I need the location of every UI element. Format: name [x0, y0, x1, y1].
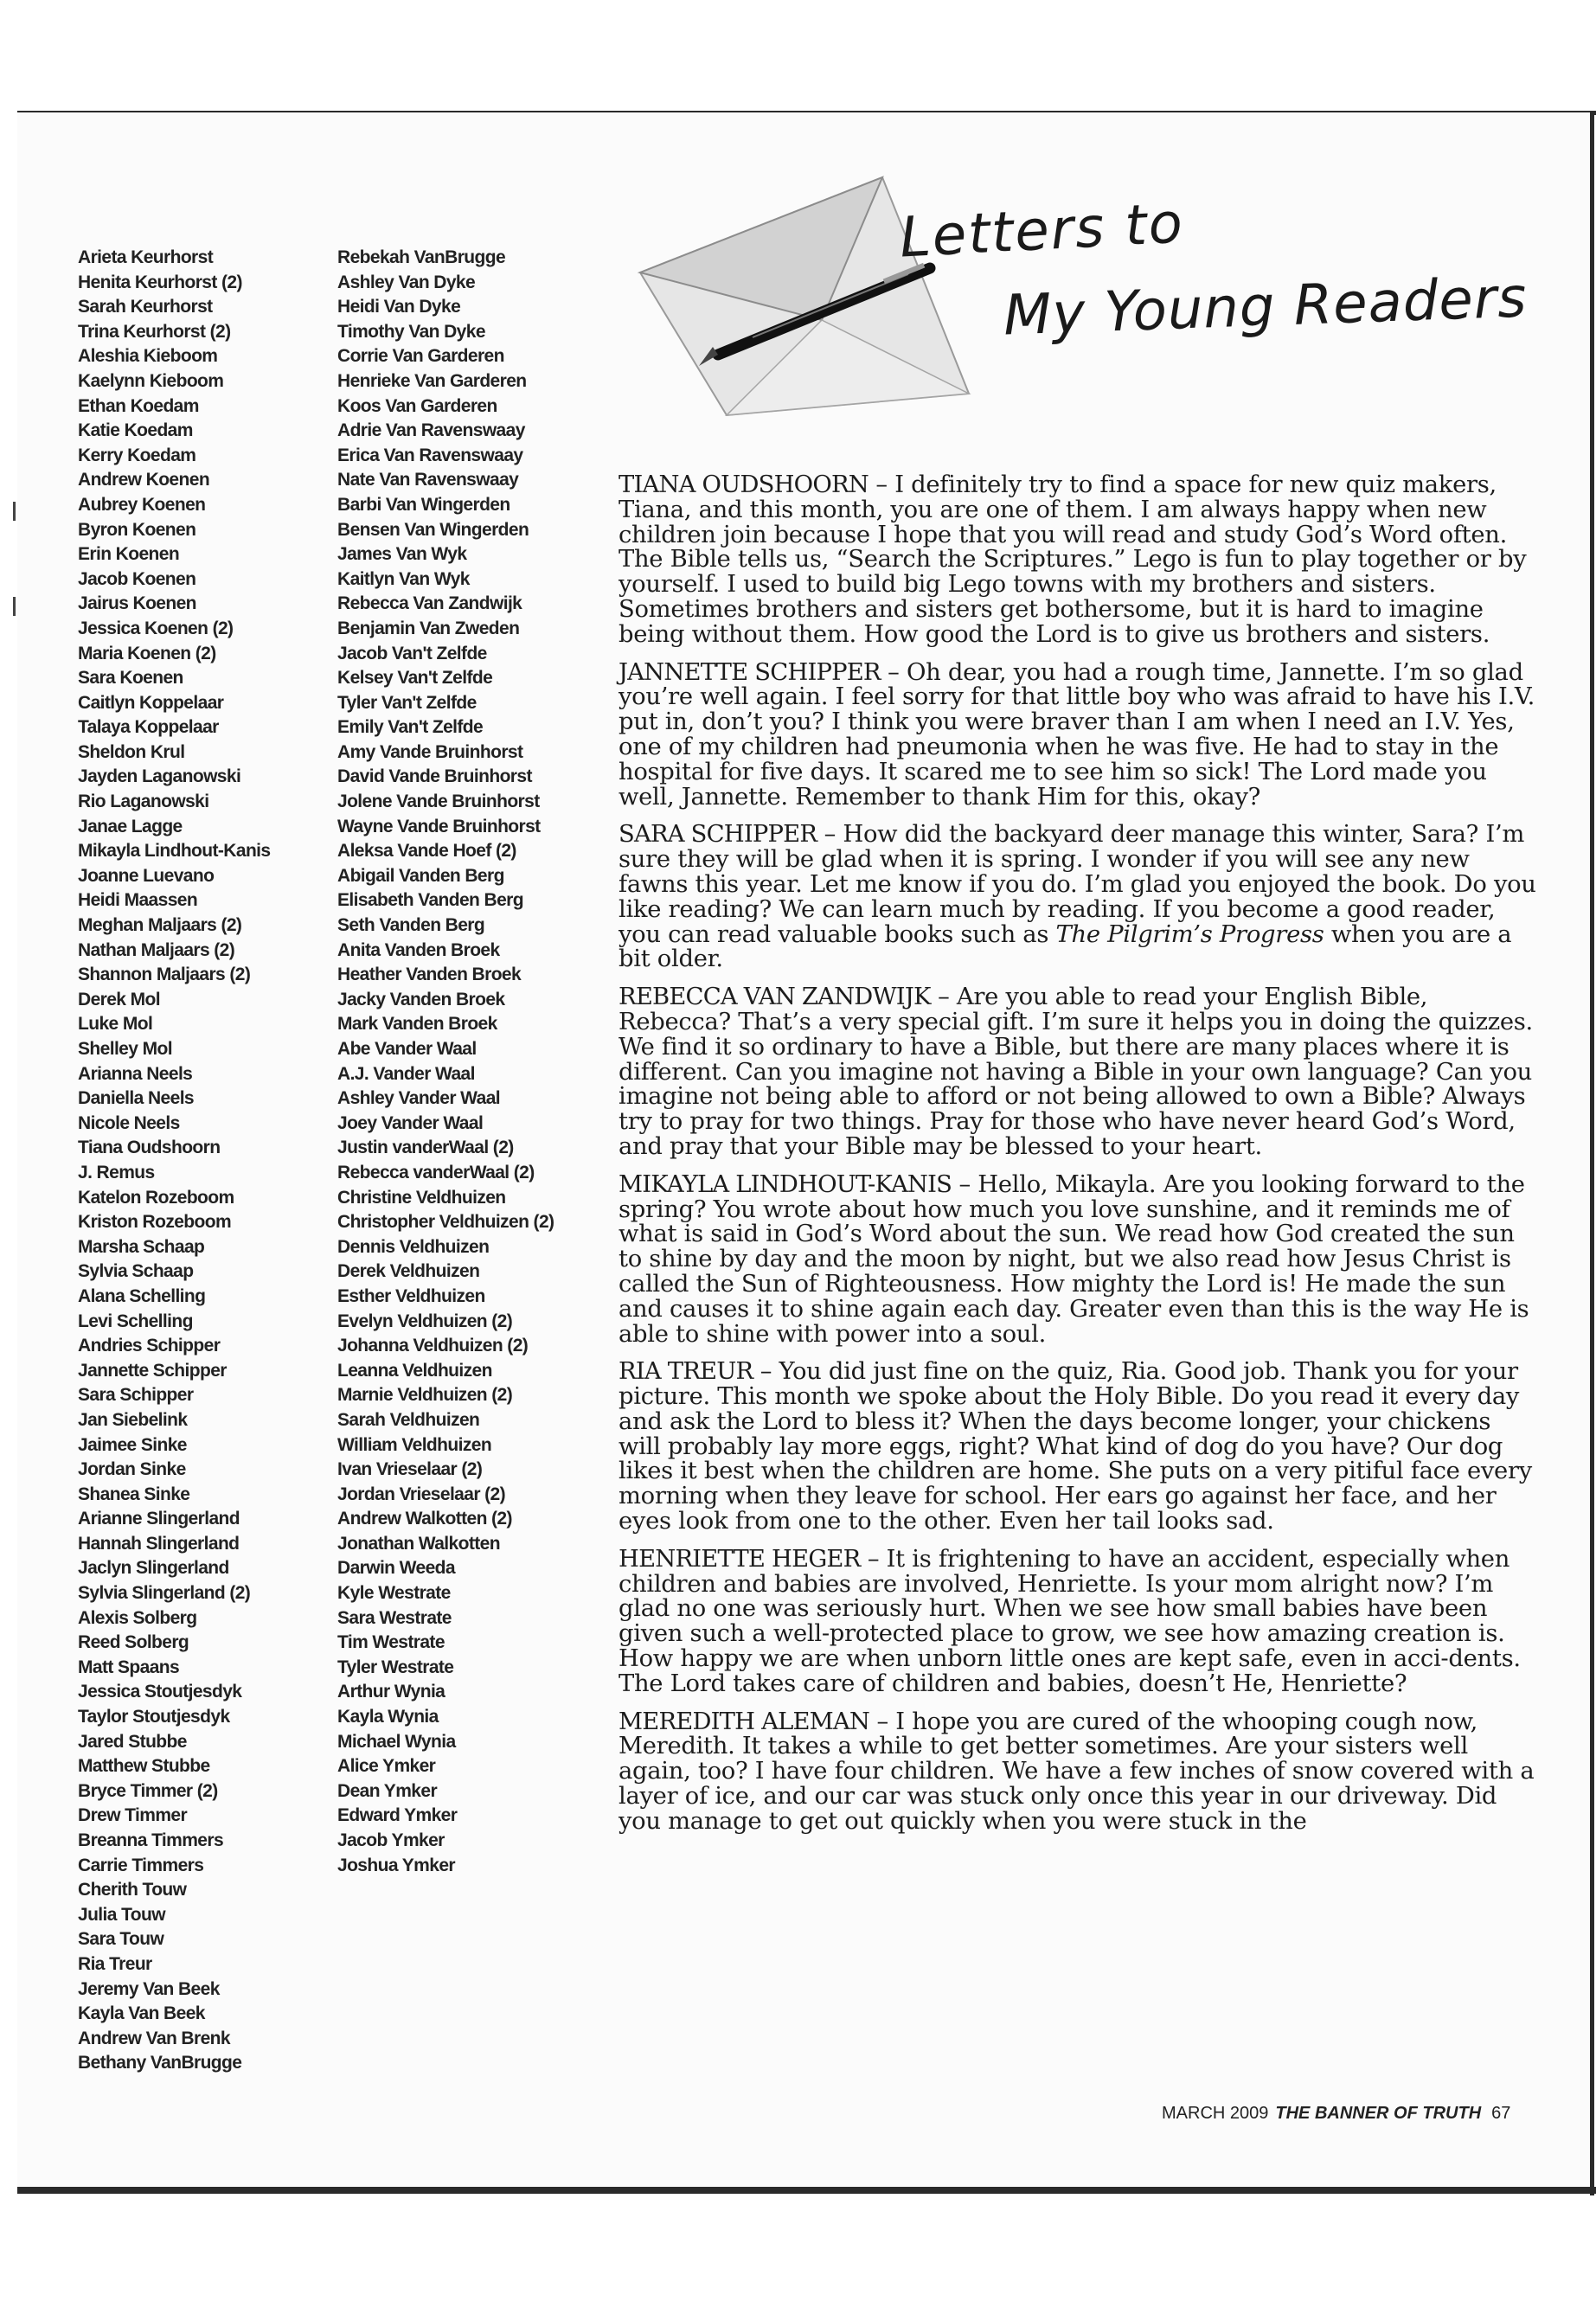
participant-name: Sheldon Krul [78, 741, 185, 762]
participant-name: Kaitlyn Van Wyk [337, 568, 470, 589]
participant-name: Bryce Timmer (2) [78, 1780, 218, 1801]
participant-name: Jaclyn Slingerland [78, 1558, 229, 1579]
participant-name: Jacob Koenen [78, 568, 196, 589]
participant-name: Heidi Van Dyke [337, 297, 461, 317]
participant-name: Kayla Wynia [337, 1707, 439, 1727]
participant-name: Ivan Vrieselaar (2) [337, 1459, 483, 1480]
participant-name: Elisabeth Vanden Berg [337, 890, 523, 911]
margin-mark [13, 597, 16, 616]
letter-text: – How did the backyard deer manage this winter, Sara? I’m sure they will be glad when it is spring. I wonder if you will see any new fawns this year. Let me know if you do. I’m glad you enjoyed the book. Do you like reading? We can learn much by reading. If you become a good reader, you can read valuable books such as [619, 821, 1536, 948]
participant-name: Mark Vanden Broek [337, 1014, 497, 1035]
letter-text: – Oh dear, you had a rough time, Jannette. I’m so glad you’re well again. I feel sorry for that little boy who was afraid to have his I.V. put in, don’t you? I think you were braver than I am when I need an I.V. Yes, one of my children had pneumonia when he was five. He had to stay in the hospital for five days. It scared me to see him so sick! The Lord made you well, Jannette. Remember to thank Him for this, okay? [619, 658, 1535, 811]
participant-name: Jacob Ymker [337, 1830, 445, 1850]
participant-name: Jared Stubbe [78, 1731, 187, 1752]
participant-name: Sarah Veldhuizen [337, 1409, 480, 1430]
reader-name: RIA TREUR [619, 1358, 753, 1386]
participant-name: Matthew Stubbe [78, 1756, 210, 1777]
participant-name: Tim Westrate [337, 1632, 445, 1653]
participant-name: Daniella Neels [78, 1088, 195, 1109]
participant-name: Joey Vander Waal [337, 1112, 484, 1133]
participant-name: Andrew Van Brenk [78, 2028, 230, 2048]
book-title: The Pilgrim’s Progress [1055, 920, 1324, 948]
participant-name: Andrew Walkotten (2) [337, 1509, 512, 1529]
participant-name: Jessica Koenen (2) [78, 618, 234, 638]
participant-name: Barbi Van Wingerden [337, 494, 510, 515]
letter-text: – I definitely try to find a space for new quiz makers, Tiana, and this month, you are one of them. I am always happy when new children join because I hope that you will read and study God’s Word often. The Bible tells us, “Search the Scriptures.” Lego is fun to play together or by yourself. I used to build big Lego towns with my brothers and sisters. Sometimes brothers and sisters get bothersome, but it is hard to imagine being without them. How good the Lord is to give us brothers and sisters. [619, 471, 1527, 648]
participant-name: Sylvia Schaap [78, 1261, 194, 1282]
participant-name: Aleshia Kieboom [78, 346, 218, 367]
participant-name: Aubrey Koenen [78, 494, 206, 515]
participant-name: Marnie Veldhuizen (2) [337, 1385, 513, 1406]
issue-date: MARCH 2009 [1162, 2104, 1269, 2123]
participant-name: Jordan Vrieselaar (2) [337, 1484, 506, 1504]
participant-name: Christine Veldhuizen [337, 1187, 506, 1208]
letters-body [619, 473, 1540, 1848]
participant-name: Derek Mol [78, 989, 160, 1009]
participant-name: Kyle Westrate [337, 1583, 451, 1604]
participant-name: Jonathan Walkotten [337, 1533, 500, 1554]
participant-name: Benjamin Van Zweden [337, 618, 520, 638]
participant-name: Meghan Maljaars (2) [78, 915, 242, 936]
participant-name: J. Remus [78, 1162, 155, 1183]
participant-name: Justin vanderWaal (2) [337, 1138, 514, 1158]
participant-name: Jacky Vanden Broek [337, 989, 505, 1009]
letter-text: – It is frightening to have an accident, especially when children and babies are involved, Henriette. Is your mom alright now? I’m glad no one was seriously hurt. When we see how small babies have been given such a well-protected place to grow, we see how amazing creation is. How happy we are when unborn little ones are kept safe, even in acci-dents. The Lord takes care of children and babies, doesn’t He, Henriette? [619, 1545, 1521, 1697]
participant-name: Katie Koedam [78, 420, 193, 441]
participant-name: Nathan Maljaars (2) [78, 939, 235, 960]
page-footer [1162, 2104, 1511, 2124]
participant-name: Jeremy Van Beek [78, 1978, 220, 1999]
participant-name: Johanna Veldhuizen (2) [337, 1336, 529, 1356]
participant-name: Rebekah VanBrugge [337, 247, 506, 267]
participant-name: Nicole Neels [78, 1112, 180, 1133]
participant-name: Luke Mol [78, 1014, 153, 1035]
participant-name: Leanna Veldhuizen [337, 1360, 492, 1381]
participant-name: Sara Koenen [78, 668, 183, 689]
participant-name: Timothy Van Dyke [337, 321, 485, 342]
page-number: 67 [1491, 2104, 1511, 2123]
participant-name: Ethan Koedam [78, 395, 199, 416]
participant-name: Shannon Maljaars (2) [78, 965, 251, 985]
participant-name: Sara Touw [78, 1929, 164, 1950]
participant-name: Jessica Stoutjesdyk [78, 1682, 242, 1702]
participant-name: Abigail Vanden Berg [337, 865, 504, 886]
participant-name: William Veldhuizen [337, 1434, 492, 1455]
participant-name: Michael Wynia [337, 1731, 456, 1752]
letter-text: – You did just fine on the quiz, Ria. Good job. Thank you for your picture. This month we spoke about the Holy Bible. Do you read it every day and ask the Lord to bless it? When the days become longer, your chickens will probably lay more eggs, right? What kind of dog do you have? Our dog likes it best when the children are home. She puts on a very pitiful face every morning when they leave for school. Her ears go against her face, and her eyes look from one to the other. Even her tail looks sad. [619, 1358, 1532, 1535]
participant-name: Alana Schelling [78, 1285, 206, 1306]
participant-name: Trina Keurhorst (2) [78, 321, 231, 342]
participant-name: Arianna Neels [78, 1063, 193, 1084]
letter-reply [619, 1710, 1540, 1835]
participant-name: Rebecca vanderWaal (2) [337, 1162, 535, 1183]
reader-name: MEREDITH ALEMAN [619, 1708, 870, 1735]
letter-reply [619, 1545, 1540, 1697]
margin-mark [13, 502, 16, 521]
reader-name: SARA SCHIPPER [619, 821, 817, 849]
participant-name: Rebecca Van Zandwijk [337, 593, 522, 614]
participant-name: Arthur Wynia [337, 1682, 445, 1702]
participant-name: Tiana Oudshoorn [78, 1138, 221, 1158]
participant-name: Sara Westrate [337, 1607, 452, 1628]
participant-name: Jannette Schipper [78, 1360, 227, 1381]
participant-name: Nate Van Ravenswaay [337, 470, 519, 490]
participant-name: Sara Schipper [78, 1385, 194, 1406]
participant-name: Esther Veldhuizen [337, 1285, 485, 1306]
letter-reply [619, 1360, 1540, 1535]
letter-reply [619, 473, 1540, 648]
participant-name: Kelsey Van't Zelfde [337, 668, 493, 689]
participant-name: Breanna Timmers [78, 1830, 224, 1850]
participant-name: Tyler Westrate [337, 1657, 454, 1677]
participant-name: Bensen Van Wingerden [337, 519, 529, 540]
participant-name: Julia Touw [78, 1904, 165, 1925]
participant-name: Corrie Van Garderen [337, 346, 504, 367]
participant-name: Byron Koenen [78, 519, 196, 540]
participant-name: Talaya Koppelaar [78, 717, 219, 738]
participant-name: Jacob Van't Zelfde [337, 643, 487, 663]
participant-name: Adrie Van Ravenswaay [337, 420, 525, 441]
participant-name: Jordan Sinke [78, 1459, 186, 1480]
participant-name: Joshua Ymker [337, 1855, 455, 1875]
participant-name: Jolene Vande Bruinhorst [337, 792, 540, 812]
participant-name: Ria Treur [78, 1953, 152, 1974]
participant-name: Sylvia Slingerland (2) [78, 1583, 251, 1604]
participant-name: Taylor Stoutjesdyk [78, 1707, 230, 1727]
participant-name: Kriston Rozeboom [78, 1212, 232, 1233]
publication-name: THE BANNER OF TRUTH [1275, 2104, 1482, 2123]
participant-name: Matt Spaans [78, 1657, 180, 1677]
participant-name: Tyler Van't Zelfde [337, 692, 477, 713]
participant-name: Janae Lagge [78, 816, 183, 836]
participant-name: Shelley Mol [78, 1039, 172, 1059]
participant-name: Henita Keurhorst (2) [78, 272, 242, 292]
letter-reply [619, 658, 1540, 811]
participant-name: Amy Vande Bruinhorst [337, 741, 523, 762]
participant-name: Ashley Vander Waal [337, 1088, 501, 1109]
reader-name: MIKAYLA LINDHOUT-KANIS [619, 1170, 952, 1198]
letter-text: – Are you able to read your English Bible, Rebecca? That’s a very special gift. I’m sure it helps you in doing the quizzes. We find it so ordinary to have a Bible, but there are many places where it is different. Can you imagine not having a Bible in your own language? Can you imagine not being able to afford or not being allowed to own a Bible? Always try to pray for two things. Pray for those who have never heard God’s Word, and pray that your Bible may be blessed to your heart. [619, 984, 1533, 1160]
participant-name: Kaelynn Kieboom [78, 370, 224, 391]
participant-name: Mikayla Lindhout-Kanis [78, 841, 271, 862]
participant-name: David Vande Bruinhorst [337, 766, 532, 787]
participant-name: Carrie Timmers [78, 1855, 204, 1875]
participant-name: Andries Schipper [78, 1336, 221, 1356]
participant-name: Abe Vander Waal [337, 1039, 477, 1059]
participant-name: Henrieke Van Garderen [337, 370, 527, 391]
participant-name: Koos Van Garderen [337, 395, 497, 416]
participant-name: Marsha Schaap [78, 1236, 205, 1257]
participant-name: Kerry Koedam [78, 445, 196, 465]
title-line-1: Letters to [898, 191, 1186, 271]
participant-name: Alice Ymker [337, 1756, 436, 1777]
participant-name: A.J. Vander Waal [337, 1063, 475, 1084]
participant-name: Jan Siebelink [78, 1409, 188, 1430]
participant-name: Aleksa Vande Hoef (2) [337, 841, 516, 862]
reader-name: TIANA OUDSHOORN [619, 471, 869, 498]
participant-name: Dean Ymker [337, 1780, 438, 1801]
participant-name: Darwin Weeda [337, 1558, 455, 1579]
letter-reply [619, 985, 1540, 1160]
participant-name: Heather Vanden Broek [337, 965, 522, 985]
participant-name: Emily Van't Zelfde [337, 717, 484, 738]
title-line-2: My Young Readers [1002, 266, 1529, 349]
right-border [1590, 111, 1594, 2195]
participant-name: Maria Koenen (2) [78, 643, 216, 663]
participant-name: Katelon Rozeboom [78, 1187, 234, 1208]
participant-name: Erin Koenen [78, 544, 180, 565]
participant-name: Drew Timmer [78, 1805, 188, 1826]
letter-reply [619, 1170, 1540, 1348]
participant-names-column-1 [78, 246, 320, 2076]
participant-name: Hannah Slingerland [78, 1533, 240, 1554]
participant-name: Alexis Solberg [78, 1607, 197, 1628]
participant-name: Anita Vanden Broek [337, 939, 500, 960]
reader-name: REBECCA VAN ZANDWIJK [619, 984, 931, 1011]
letter-text: – I hope you are cured of the whooping cough now, Meredith. It takes a while to get better sometimes. Are your sisters well again, too? I have four children. We have a few inches of snow covered with a layer of ice, and our car was stuck only once this year in our driveway. Did you manage to get out quickly when you were stuck in the [619, 1708, 1535, 1835]
participant-name: Shanea Sinke [78, 1484, 190, 1504]
participant-name: Jairus Koenen [78, 593, 196, 614]
participant-name: Levi Schelling [78, 1311, 193, 1331]
participant-name: Wayne Vande Bruinhorst [337, 816, 541, 836]
letter-text: – Hello, Mikayla. Are you looking forward to the spring? You wrote about how much you love sunshine, and it reminds me of what is said in God’s Word about the sun. We read how God created the sun to shine by day and the moon by night, but we also read how Jesus Christ is called the Sun of Righteousness. How mighty the Lord is! He made the sun and causes it to shine again each day. Greater even than this is the way He is able to shine with power into a soul. [619, 1170, 1529, 1348]
participant-name: Seth Vanden Berg [337, 915, 485, 936]
participant-name: Rio Laganowski [78, 792, 209, 812]
participant-name: Derek Veldhuizen [337, 1261, 480, 1282]
participant-name: Sarah Keurhorst [78, 297, 213, 317]
participant-name: Bethany VanBrugge [78, 2053, 242, 2073]
participant-name: Jayden Laganowski [78, 766, 241, 787]
participant-name: Arianne Slingerland [78, 1509, 240, 1529]
reader-name: HENRIETTE HEGER [619, 1545, 861, 1573]
participant-name: Christopher Veldhuizen (2) [337, 1212, 554, 1233]
participant-name: James Van Wyk [337, 544, 467, 565]
participant-name: Joanne Luevano [78, 865, 215, 886]
participant-name: Caitlyn Koppelaar [78, 692, 224, 713]
letter-reply [619, 823, 1540, 972]
participant-name: Dennis Veldhuizen [337, 1236, 490, 1257]
section-title [898, 191, 1540, 372]
participant-name: Ashley Van Dyke [337, 272, 476, 292]
participant-names-column-2 [337, 246, 614, 1878]
letter-text-continued: when you are a bit older. [619, 920, 1512, 973]
bottom-border [17, 2187, 1596, 2194]
participant-name: Jaimee Sinke [78, 1434, 187, 1455]
participant-name: Edward Ymker [337, 1805, 458, 1826]
reader-name: JANNETTE SCHIPPER [619, 658, 881, 686]
participant-name: Reed Solberg [78, 1632, 189, 1653]
participant-name: Andrew Koenen [78, 470, 210, 490]
participant-name: Erica Van Ravenswaay [337, 445, 523, 465]
participant-name: Cherith Touw [78, 1880, 187, 1900]
participant-name: Kayla Van Beek [78, 2003, 205, 2024]
participant-name: Evelyn Veldhuizen (2) [337, 1311, 513, 1331]
participant-name: Arieta Keurhorst [78, 247, 214, 267]
participant-name: Heidi Maassen [78, 890, 198, 911]
